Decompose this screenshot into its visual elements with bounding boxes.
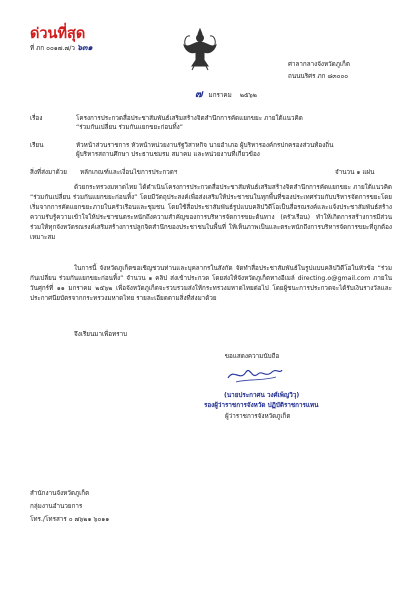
document-date bbox=[195, 90, 257, 100]
address-line-1: ศาลากลางจังหวัดภูเก็ต bbox=[288, 61, 350, 68]
footer-division: กลุ่มงานอำนวยการ bbox=[30, 503, 83, 510]
address-line-2: ถนนนริศร ภก ๘๓๐๐๐ bbox=[288, 73, 349, 80]
date-month: มกราคม bbox=[208, 92, 232, 99]
enclosure-text: หลักเกณฑ์และเงื่อนไขการประกวดฯ bbox=[80, 169, 178, 176]
signature-scribble-icon bbox=[222, 362, 286, 386]
footer-office: สำนักงานจังหวัดภูเก็ต bbox=[30, 490, 90, 497]
signatory-title: ผู้ว่าราชการจังหวัดภูเก็ต bbox=[225, 413, 291, 420]
body-paragraph-1: ด้วยกระทรวงมหาดไทย ได้ดำเนินโครงการประกวดสื่อประชาสัมพันธ์เสริมสร้างจิตสำนึกการคัดแยกขยะ ภายใต้แนวคิด “ร่วมกันเปลี่ยน ร่วมกันแยกขยะก่อนทิ้ง” โดยมีวัตถุประสงค์เพื่อส่งเสริมให้ประชาชนในทุกพื้นที่ของประเทศร่วมกับบริหารจัดการขยะโดยเริ่มจากการคัดแยกขยะภายในครัวเรือนและชุมชน โดยใช้สื่อประชาสัมพันธ์รูปแบบคลิปวิดีโอเป็นสื่อรณรงค์และแจ้งประชาสัมพันธ์สร้างความรับรู้ความเข้าใจให้ประชาชนตระหนักถึงความสำคัญของการบริหารจัดการขยะต้นทาง (ครัวเรือน) ทำให้เกิดการสร้างการมีส่วนร่วมให้ทุกจังหวัดรณรงค์เสริมสร้างการปลูกจิตสำนึกของประชาชนในพื้นที่ ให้เห็นภาพเป็นและตระหนักถึงการบริหารจัดการขยะที่ถูกต้องเหมาะสม bbox=[30, 184, 392, 241]
enclosure-count: จำนวน ๑ แผ่น bbox=[335, 169, 375, 176]
recipient-line-2: ผู้บริหารสถานศึกษา ประธานชมรม สมาคม และหน่วยงานที่เกี่ยวข้อง bbox=[76, 151, 260, 158]
closing-request: จึงเรียนมาเพื่อทราบ bbox=[74, 331, 128, 338]
regards-line: ขอแสดงความนับถือ bbox=[224, 353, 280, 360]
document-number-prefix: ที่ ภก ๐๐๑๗.๗/ว bbox=[30, 45, 75, 52]
subject-label: เรื่อง bbox=[30, 115, 43, 122]
garuda-emblem-icon bbox=[180, 26, 220, 71]
footer-contact: โทร./โทรสาร ๐ ๗๖๒๑ ๖๐๑๑ bbox=[30, 516, 110, 523]
subject-line-1: โครงการประกวดสื่อประชาสัมพันธ์เสริมสร้างจิตสำนึกการคัดแยกขยะ ภายใต้แนวคิด bbox=[76, 115, 303, 122]
body-paragraph-2: ในการนี้ จังหวัดภูเก็ตขอเชิญชวนท่านและบุคลากรในสังกัด จัดทำสื่อประชาสัมพันธ์ในรูปแบบคลิปวิดีโอในหัวข้อ “ร่วมกันเปลี่ยน ร่วมกันแยกขยะก่อนทิ้ง” จำนวน ๑ คลิป ส่งเข้าประกวด โดยส่งให้จังหวัดภูเก็ตทางอีเมล์ directing.o@gmail.com ภายในวันศุกร์ที่ ๑๑ มกราคม ๒๕๖๒ เพื่อจังหวัดภูเก็ตจะรวบรวมส่งให้กระทรวงมหาดไทยต่อไป โดยผู้ชนะการประกวดจะได้รับเงินรางวัลและประกาศนียบัตรจากกระทรวงมหาดไทย รายละเอียดตามสิ่งที่ส่งมาด้วย bbox=[30, 265, 392, 302]
recipient-line-1: หัวหน้าส่วนราชการ หัวหน้าหน่วยงานรัฐวิสาหกิจ นายอำเภอ ผู้บริหารองค์กรปกครองส่วนท้องถิ่น bbox=[76, 142, 334, 149]
signatory-name: (นายประกาศน วงศ์เพ็ญวิวุ) bbox=[224, 392, 300, 399]
date-year: ๒๕๖๒ bbox=[239, 92, 257, 99]
recipient-label: เรียน bbox=[30, 142, 44, 149]
subject-line-2: “ร่วมกันเปลี่ยน ร่วมกันแยกขยะก่อนทิ้ง” bbox=[76, 124, 183, 131]
enclosure-label: สิ่งที่ส่งมาด้วย bbox=[30, 169, 67, 176]
document-number bbox=[30, 43, 93, 53]
document-number-handwritten: ๖๓๑ bbox=[76, 42, 93, 52]
urgency-label: ด่วนที่สุด bbox=[30, 26, 86, 42]
signatory-title-stamp: รองผู้ว่าราชการจังหวัด ปฏิบัติราชการแทน bbox=[204, 402, 319, 409]
date-day-handwritten: ๗ bbox=[195, 89, 203, 100]
